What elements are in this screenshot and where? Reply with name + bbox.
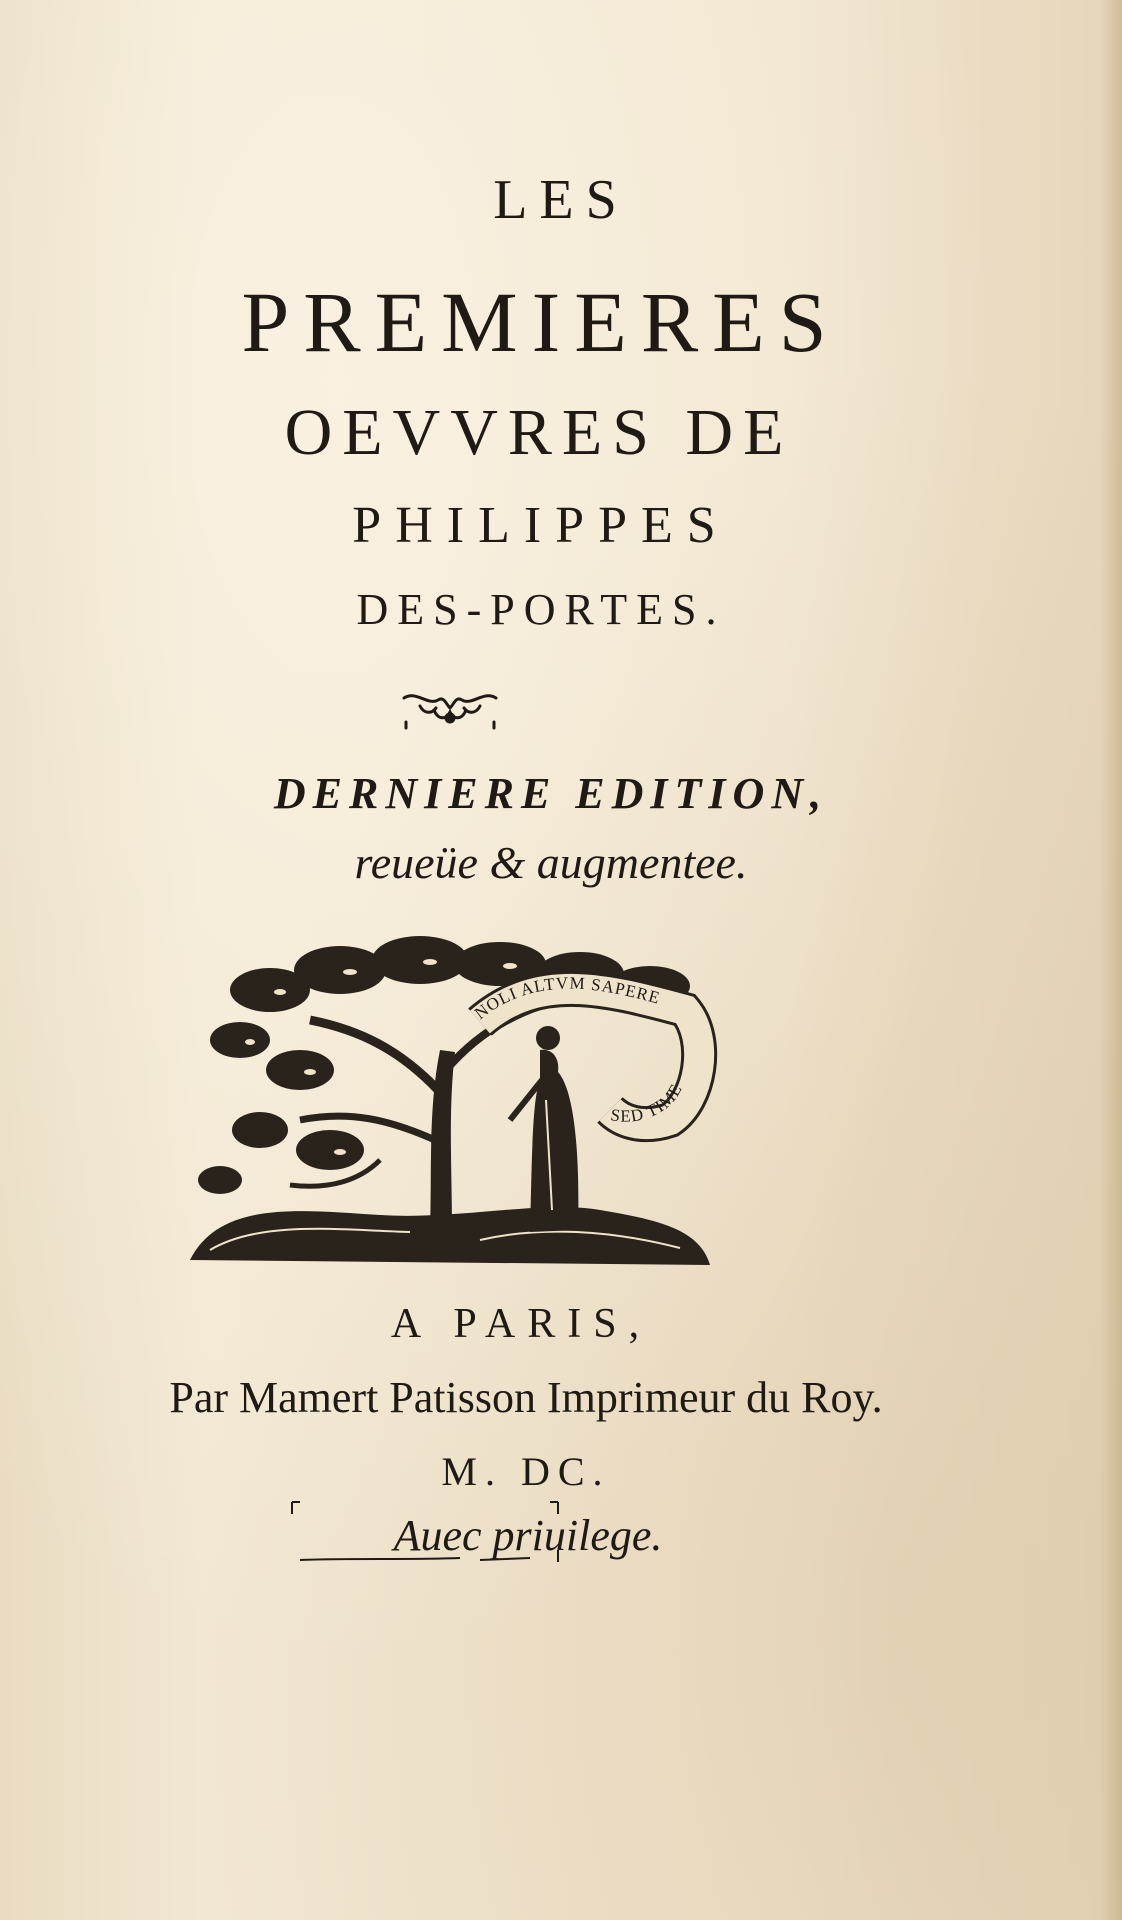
imprint-date: M. DC. [441, 1449, 611, 1494]
printer-device-tree-icon [180, 930, 720, 1275]
title-line-premieres: PREMIERES [241, 274, 841, 370]
imprint-printer: Par Mamert Patisson Imprimeur du Roy. [169, 1373, 883, 1422]
revised-line: reueüe & augmentee. [354, 837, 748, 888]
title-line-philippes: PHILIPPES [352, 497, 730, 554]
imprint-privilege: Auec priuilege. [393, 1511, 663, 1560]
imprint-place: A PARIS, [390, 1301, 652, 1347]
title-line-desportes: DES-PORTES. [356, 585, 726, 634]
device-motto-upper: NOLI ALTVM SAPERE [470, 973, 663, 1024]
page-edge-shadow [1100, 0, 1122, 1920]
edition-line: DERNIERE EDITION, [273, 769, 829, 818]
fleuron-ornament-icon [398, 688, 502, 732]
device-motto-lower: SED TIME [609, 1080, 686, 1126]
title-line-les: LES [493, 169, 629, 231]
title-line-oeuvres: OEVVRES DE [284, 396, 794, 469]
